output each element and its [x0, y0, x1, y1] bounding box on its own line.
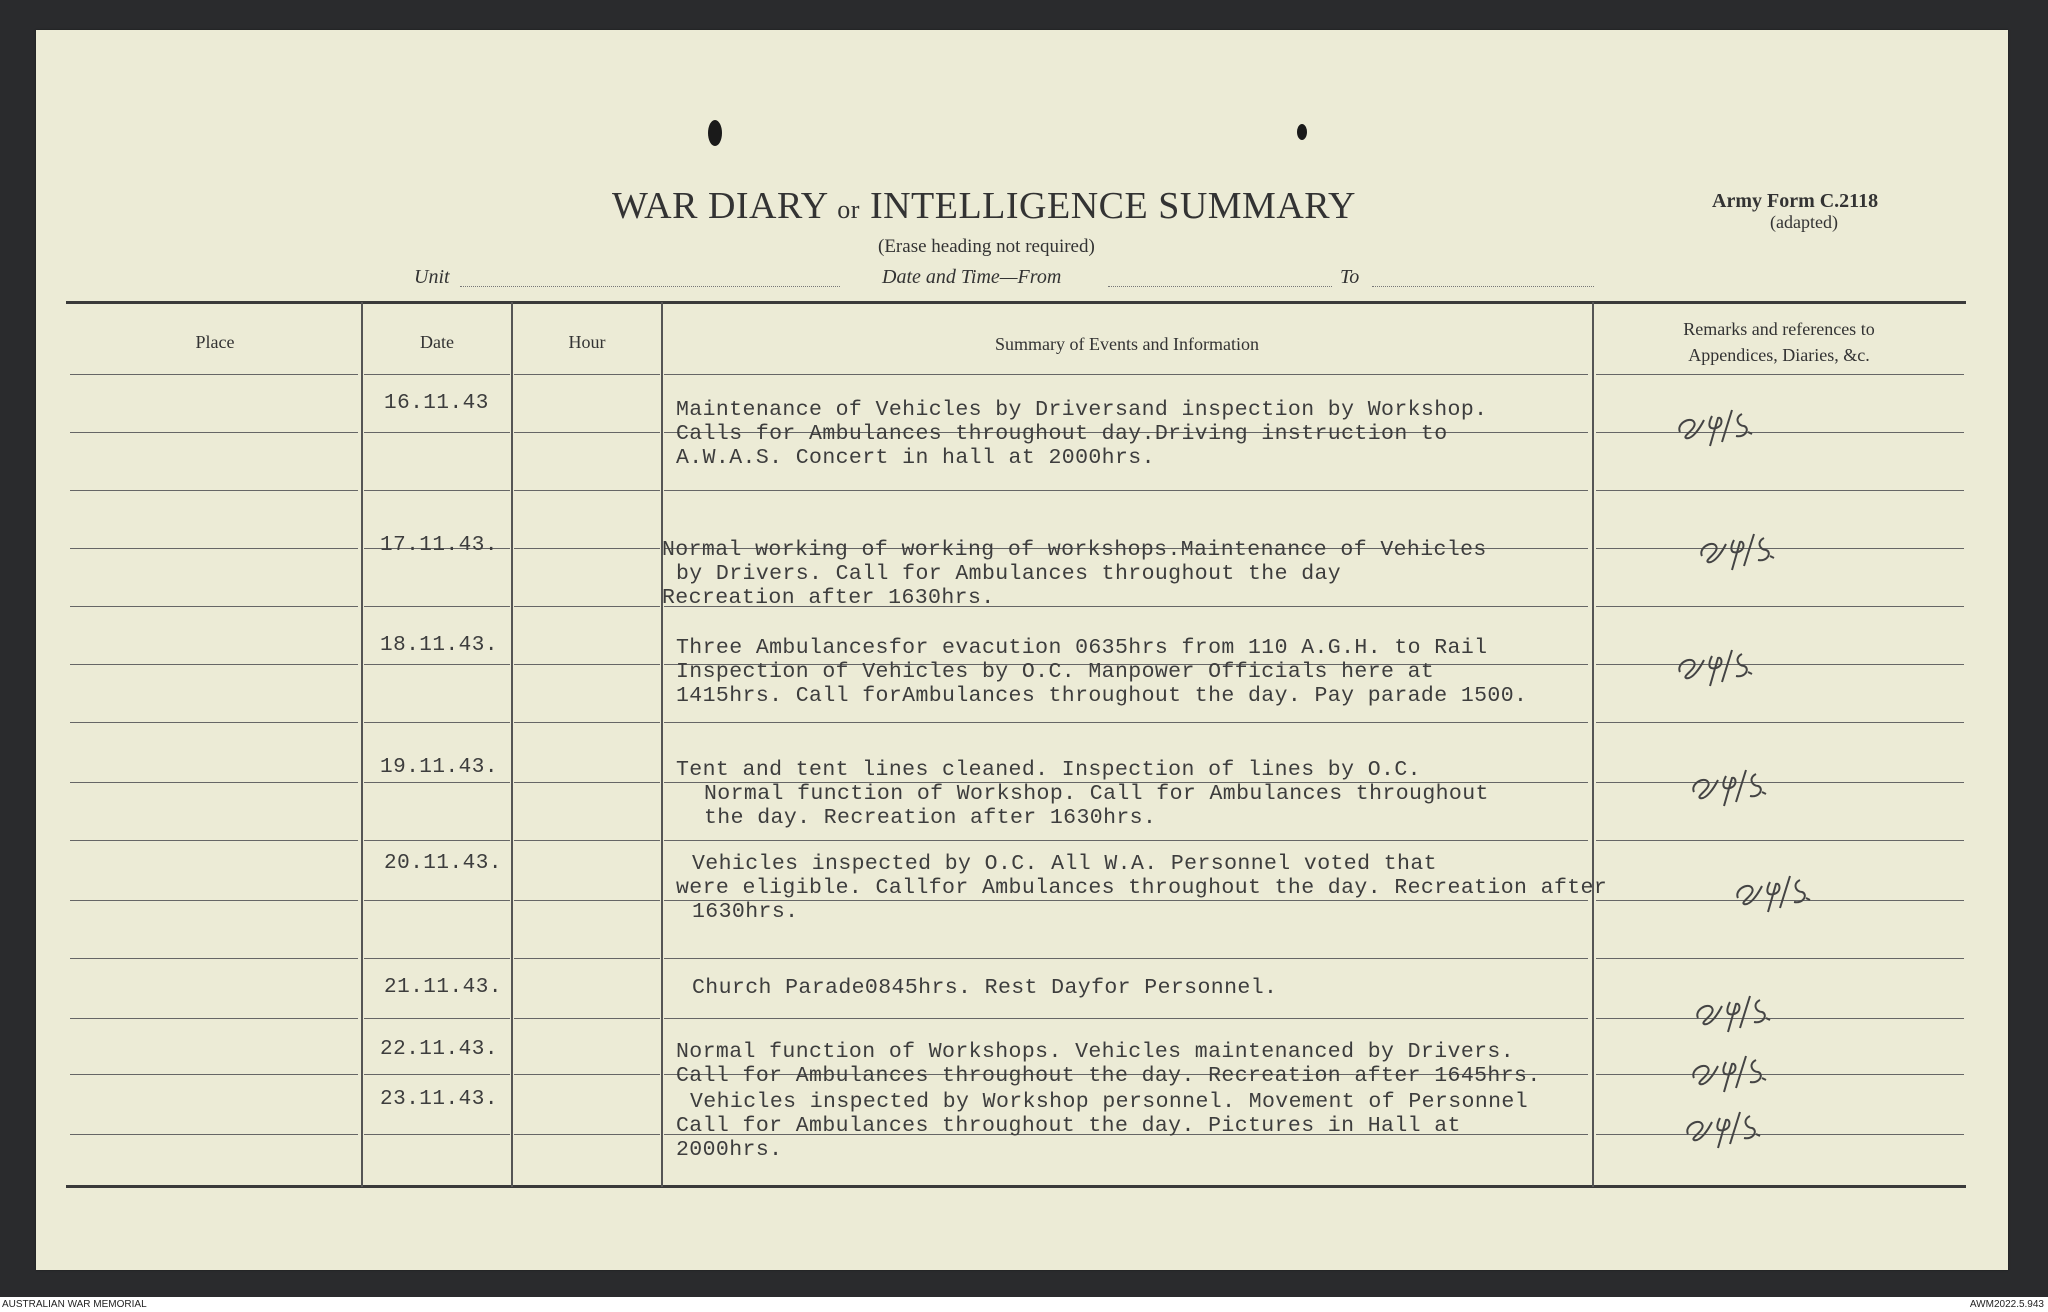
initials-signature — [1686, 1044, 1806, 1094]
initials-signature — [1686, 758, 1806, 808]
ruled-line — [514, 664, 660, 665]
entry-date: 23.11.43. — [380, 1088, 498, 1111]
entry-line: Recreation after 1630hrs. — [662, 586, 995, 610]
ruled-line — [514, 374, 660, 375]
ruled-line — [364, 664, 510, 665]
entry-line: Normal function of Workshops. Vehicles maintenanced by Drivers. — [676, 1040, 1515, 1064]
entry-line: the day. Recreation after 1630hrs. — [704, 806, 1157, 830]
ruled-line — [70, 722, 358, 723]
ruled-line — [664, 374, 1588, 375]
ruled-line — [664, 958, 1588, 959]
ruled-line — [70, 1018, 358, 1019]
entry-line: 1630hrs. — [692, 900, 799, 924]
credit-right: AWM2022.5.943 — [1969, 1299, 2044, 1310]
ruled-line — [514, 432, 660, 433]
ruled-line — [70, 900, 358, 901]
punch-hole-right — [1297, 124, 1307, 140]
entry-line: Normal working of working of workshops.Maintenance of Vehicles — [662, 538, 1487, 562]
ruled-line — [70, 548, 358, 549]
ruled-line — [514, 1018, 660, 1019]
column-divider — [361, 302, 363, 1187]
ruled-line — [1596, 490, 1964, 491]
entry-date: 22.11.43. — [380, 1038, 498, 1061]
entry-line: Normal function of Workshop. Call for Ambulances throughout — [704, 782, 1489, 806]
entry-date: 17.11.43. — [380, 534, 498, 557]
entry-line: Vehicles inspected by O.C. All W.A. Personnel voted that — [692, 852, 1437, 876]
entry-line: Call for Ambulances throughout the day. Pictures in Hall at — [676, 1114, 1461, 1138]
entry-line: Call for Ambulances throughout the day. Recreation after 1645hrs. — [676, 1064, 1541, 1088]
ruled-line — [664, 900, 1588, 901]
entry-line: by Drivers. Call for Ambulances throughout the day — [676, 562, 1342, 586]
ruled-line — [1596, 840, 1964, 841]
entry-date: 18.11.43. — [380, 634, 498, 657]
from-field-line — [1108, 286, 1332, 287]
ruled-line — [364, 1134, 510, 1135]
initials-signature — [1690, 984, 1810, 1034]
entry-line: Maintenance of Vehicles by Driversand inspection by Workshop. — [676, 398, 1488, 422]
initials-signature — [1672, 398, 1792, 448]
entry-line: Three Ambulancesfor evacution 0635hrs from 110 A.G.H. to Rail — [676, 636, 1488, 660]
initials-signature — [1680, 1100, 1800, 1150]
table-bottom-rule — [66, 1185, 1966, 1188]
date-time-from-label: Date and Time—From — [882, 266, 1062, 288]
army-form-adapted: (adapted) — [1770, 212, 1838, 232]
column-header-summary: Summary of Events and Information — [995, 334, 1259, 354]
table-top-rule — [66, 301, 1966, 304]
ruled-line — [364, 374, 510, 375]
credit-strip — [0, 1297, 2048, 1312]
to-label: To — [1340, 266, 1360, 288]
ruled-line — [70, 840, 358, 841]
entry-line: Tent and tent lines cleaned. Inspection of lines by O.C. — [676, 758, 1421, 782]
ruled-line — [514, 782, 660, 783]
unit-field-line — [460, 286, 840, 287]
ruled-line — [70, 958, 358, 959]
ruled-line — [514, 900, 660, 901]
ruled-line — [514, 840, 660, 841]
entry-date: 16.11.43 — [384, 392, 489, 415]
form-title: WAR DIARY or INTELLIGENCE SUMMARY — [612, 185, 1356, 227]
erase-note: (Erase heading not required) — [878, 236, 1095, 257]
ruled-line — [70, 606, 358, 607]
ruled-line — [70, 432, 358, 433]
entry-line: Church Parade0845hrs. Rest Dayfor Personnel. — [692, 976, 1278, 1000]
initials-signature — [1694, 522, 1814, 572]
ruled-line — [514, 722, 660, 723]
ruled-line — [70, 490, 358, 491]
ruled-line — [514, 606, 660, 607]
ruled-line — [514, 1134, 660, 1135]
ruled-line — [364, 958, 510, 959]
ruled-line — [514, 548, 660, 549]
ruled-line — [1596, 958, 1964, 959]
ruled-line — [364, 490, 510, 491]
ruled-line — [70, 1134, 358, 1135]
ruled-line — [364, 782, 510, 783]
ruled-line — [70, 664, 358, 665]
entry-line: Vehicles inspected by Workshop personnel. Movement of Personnel — [690, 1090, 1529, 1114]
ruled-line — [364, 840, 510, 841]
entry-line: Calls for Ambulances throughout day.Driving instruction to — [676, 422, 1448, 446]
credit-left: AUSTRALIAN WAR MEMORIAL — [2, 1299, 147, 1310]
column-divider — [511, 302, 513, 1187]
ruled-line — [364, 1074, 510, 1075]
column-divider — [1592, 302, 1594, 1187]
column-header-remarks: Remarks and references to Appendices, Diaries, &c. — [1683, 319, 1875, 365]
ruled-line — [514, 490, 660, 491]
entry-line: were eligible. Callfor Ambulances throughout the day. Recreation after — [676, 876, 1608, 900]
ruled-line — [364, 1018, 510, 1019]
to-field-line — [1372, 286, 1594, 287]
initials-signature — [1730, 864, 1850, 914]
ruled-line — [364, 432, 510, 433]
entry-line: A.W.A.S. Concert in hall at 2000hrs. — [676, 446, 1155, 470]
unit-label: Unit — [414, 266, 450, 288]
ruled-line — [664, 1018, 1588, 1019]
ruled-line — [1596, 722, 1964, 723]
entry-line: 1415hrs. Call forAmbulances throughout the day. Pay parade 1500. — [676, 684, 1528, 708]
ruled-line — [664, 840, 1588, 841]
ruled-line — [1596, 606, 1964, 607]
entry-line: Inspection of Vehicles by O.C. Manpower Officials here at — [676, 660, 1435, 684]
ruled-line — [1596, 374, 1964, 375]
initials-signature — [1672, 638, 1792, 688]
army-form-number: Army Form C.2118 — [1712, 190, 1879, 212]
ruled-line — [364, 606, 510, 607]
entry-date: 20.11.43. — [384, 852, 502, 875]
column-header-hour: Hour — [568, 332, 606, 352]
column-header-place: Place — [195, 332, 235, 352]
punch-hole-left — [708, 120, 722, 146]
ruled-line — [514, 958, 660, 959]
ruled-line — [70, 374, 358, 375]
entry-line: 2000hrs. — [676, 1138, 783, 1162]
ruled-line — [70, 782, 358, 783]
column-header-date: Date — [420, 332, 454, 352]
entry-date: 19.11.43. — [380, 756, 498, 779]
ruled-line — [364, 722, 510, 723]
ruled-line — [664, 490, 1588, 491]
entry-date: 21.11.43. — [384, 976, 502, 999]
ruled-line — [364, 900, 510, 901]
ruled-line — [514, 1074, 660, 1075]
column-divider — [661, 302, 663, 1187]
ruled-line — [70, 1074, 358, 1075]
ruled-line — [664, 722, 1588, 723]
